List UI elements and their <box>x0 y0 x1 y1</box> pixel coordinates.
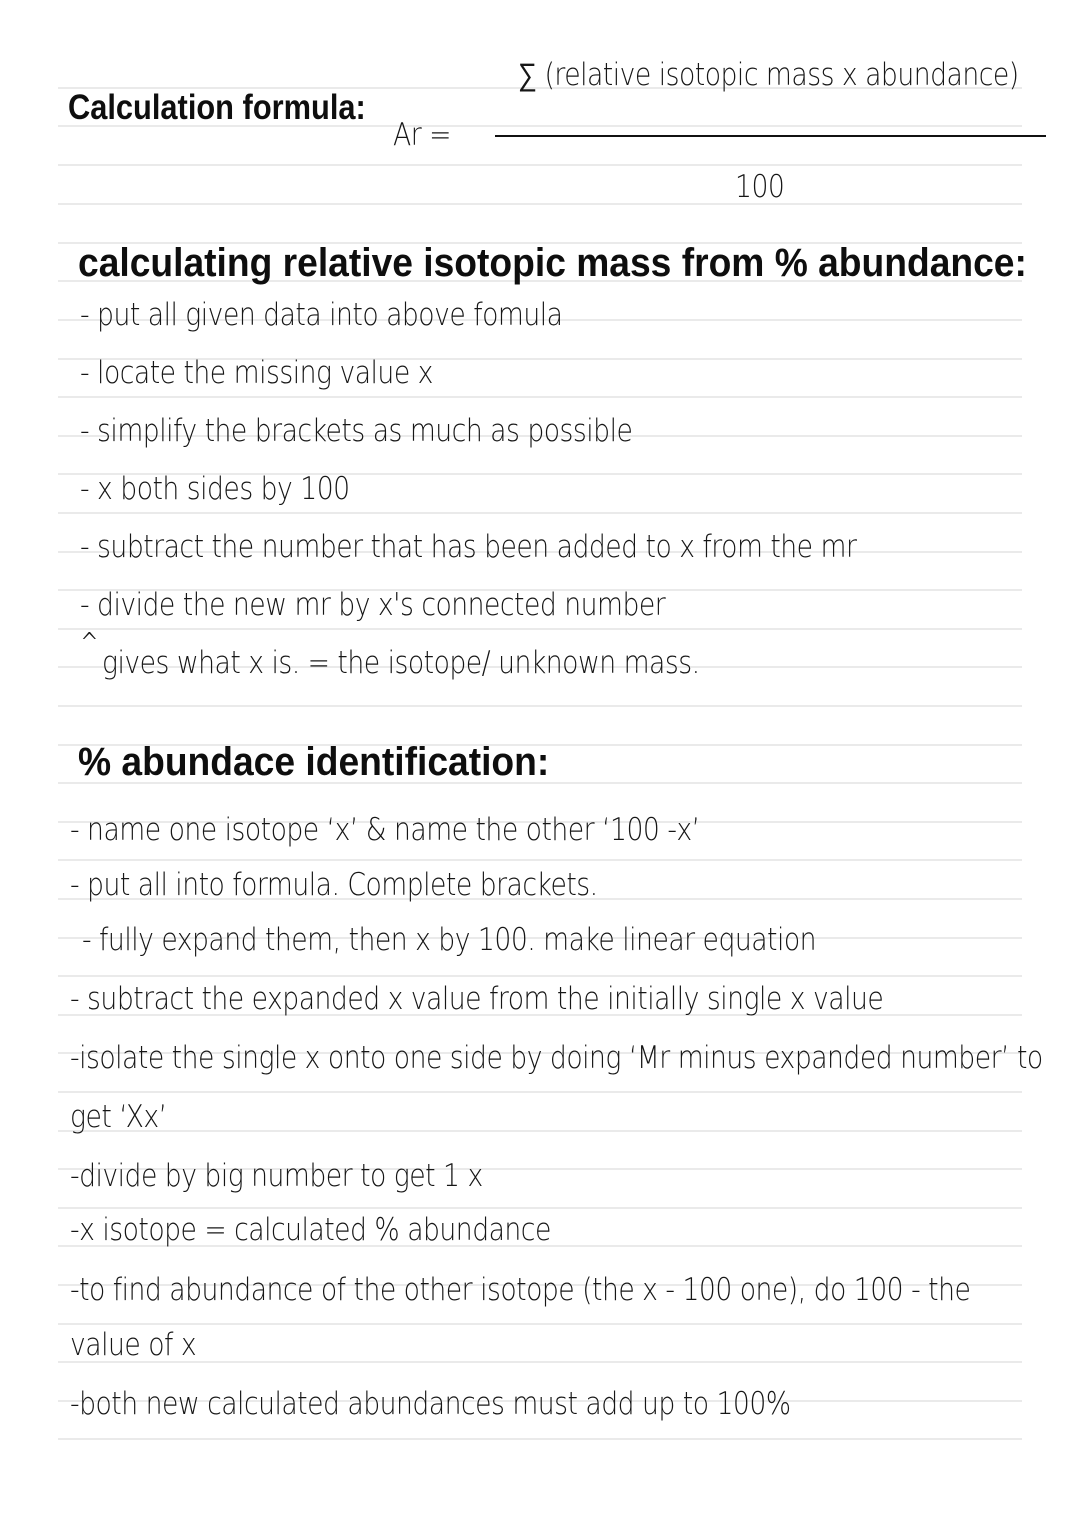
abundance-step: - subtract the expanded x value from the initially single x value <box>70 981 884 1017</box>
abundance-step: -both new calculated abundances must add up to 100% <box>70 1386 791 1422</box>
section-mass-heading: calculating relative isotopic mass from % abundance: <box>78 241 1027 285</box>
abundance-step: - fully expand them, then x by 100. make linear equation <box>82 922 817 958</box>
mass-step: - subtract the number that has been added to x from the mr <box>80 529 857 565</box>
mass-step: - put all given data into above fomula <box>80 297 563 333</box>
mass-step: - divide the new mr by x's connected number <box>80 587 666 623</box>
abundance-step: -divide by big number to get 1 x <box>70 1158 483 1194</box>
formula-heading: Calculation formula: <box>68 88 366 127</box>
abundance-step: -to find abundance of the other isotope (the x - 100 one), do 100 - the <box>70 1272 971 1308</box>
mass-step: - simplify the brackets as much as possible <box>80 413 633 449</box>
abundance-step: value of x <box>70 1327 197 1363</box>
abundance-step: - put all into formula. Complete brackets. <box>70 867 598 903</box>
formula-denominator: 100 <box>735 169 785 205</box>
caret-mark: ^ <box>80 628 99 658</box>
abundance-step: -isolate the single x onto one side by doing ‘Mr minus expanded number’ to <box>70 1040 1043 1076</box>
mass-step: - x both sides by 100 <box>80 471 350 507</box>
formula-lhs: Ar = <box>393 117 451 153</box>
abundance-step: -x isotope = calculated % abundance <box>70 1212 551 1248</box>
mass-step: gives what x is. = the isotope/ unknown mass. <box>102 645 700 681</box>
fraction-bar <box>495 135 1046 137</box>
section-abundance-heading: % abundace identification: <box>78 740 550 784</box>
formula-numerator: ∑ (relative isotopic mass x abundance) <box>518 57 1019 93</box>
abundance-step: get ‘Xx’ <box>70 1099 167 1135</box>
mass-step: - locate the missing value x <box>80 355 433 391</box>
abundance-step: - name one isotope ‘x’ & name the other ‘100 -x’ <box>70 812 700 848</box>
